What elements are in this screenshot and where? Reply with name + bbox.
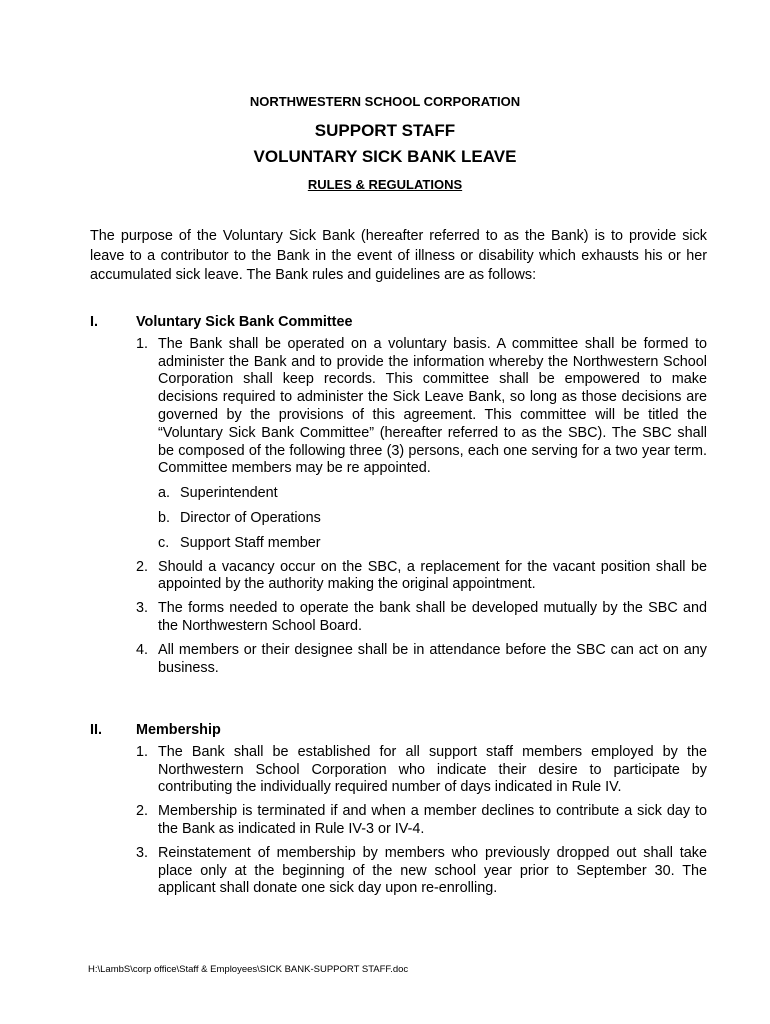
sub-item [158, 485, 707, 503]
item-text: All members or their designee shall be in attendance before the SBC can act on any business. [158, 641, 707, 676]
item-text: Superintendent [180, 485, 278, 502]
item-number: 4. [136, 641, 149, 658]
list-item [136, 336, 707, 478]
footer-file-path: H:\LambS\corp office\Staff & Employees\SICK BANK-SUPPORT STAFF.doc [88, 964, 409, 975]
list-item [136, 845, 707, 898]
item-text: Membership is terminated if and when a member declines to contribute a sick day to the Bank as indicated in Rule IV-3 or IV-4. [158, 803, 707, 837]
section-title: Voluntary Sick Bank Committee [136, 314, 353, 330]
item-number: 1. [136, 743, 149, 760]
item-number: b. [158, 509, 171, 526]
list-item [136, 744, 707, 797]
item-text: The Bank shall be established for all support staff members employed by the Northwestern School Corporation who indicate their desire to participate by contributing the individually required number of days indicated in Rule IV. [158, 743, 707, 796]
item-text: Director of Operations [180, 509, 321, 526]
item-number: 3. [136, 600, 149, 617]
section-1 [90, 314, 707, 677]
item-number: a. [158, 485, 171, 502]
item-text: The Bank shall be operated on a voluntary basis. A committee shall be formed to administer the Bank and to provide the information whereby the Northwestern School Corporation shall keep records. This committee shall be empowered to make decisions required to administer the Sick Leave Bank, so long as those decisions are governed by the provisions of this agreement. This committee will be titled the “Voluntary Sick Bank Committee” (hereafter referred to as the SBC). The SBC shall be composed of the following three (3) persons, each one serving for a two year term. Committee members may be re appointed. [158, 335, 707, 477]
item-number: 2. [136, 558, 149, 575]
list-item [136, 803, 707, 839]
list-item [136, 642, 707, 678]
list-item [136, 600, 707, 636]
list-item [136, 559, 707, 595]
title-line-1: SUPPORT STAFF [314, 121, 456, 140]
item-number: 3. [136, 844, 149, 861]
title-line-2: VOLUNTARY SICK BANK LEAVE [253, 147, 517, 166]
item-text: Should a vacancy occur on the SBC, a replacement for the vacant position shall be appointed by the authority making the original appointment. [158, 558, 707, 593]
item-number: 1. [136, 335, 149, 352]
item-number: c. [158, 534, 170, 551]
sub-item [158, 535, 707, 553]
item-text: Reinstatement of membership by members who previously dropped out shall take place only at the beginning of the new school year prior to September 30. The applicant shall donate one sick day upon re-enrolling. [158, 844, 707, 897]
item-text: Support Staff member [180, 534, 321, 551]
intro-paragraph: The purpose of the Voluntary Sick Bank (hereafter referred to as the Bank) is to provide sick leave to a contributor to the Bank in the event of illness or disability which exhausts his or her accumulated sick leave. The Bank rules and guidelines are as follows: [90, 228, 707, 283]
item-text: The forms needed to operate the bank shall be developed mutually by the SBC and the Northwestern School Board. [158, 600, 707, 634]
section-number: I. [90, 314, 98, 330]
item-number: 2. [136, 803, 149, 820]
subtitle: RULES & REGULATIONS [307, 177, 463, 192]
section-title: Membership [136, 722, 221, 738]
section-number: II. [90, 722, 102, 738]
sub-item [158, 510, 707, 528]
section-2 [90, 722, 707, 898]
org-name: NORTHWESTERN SCHOOL CORPORATION [249, 94, 521, 109]
